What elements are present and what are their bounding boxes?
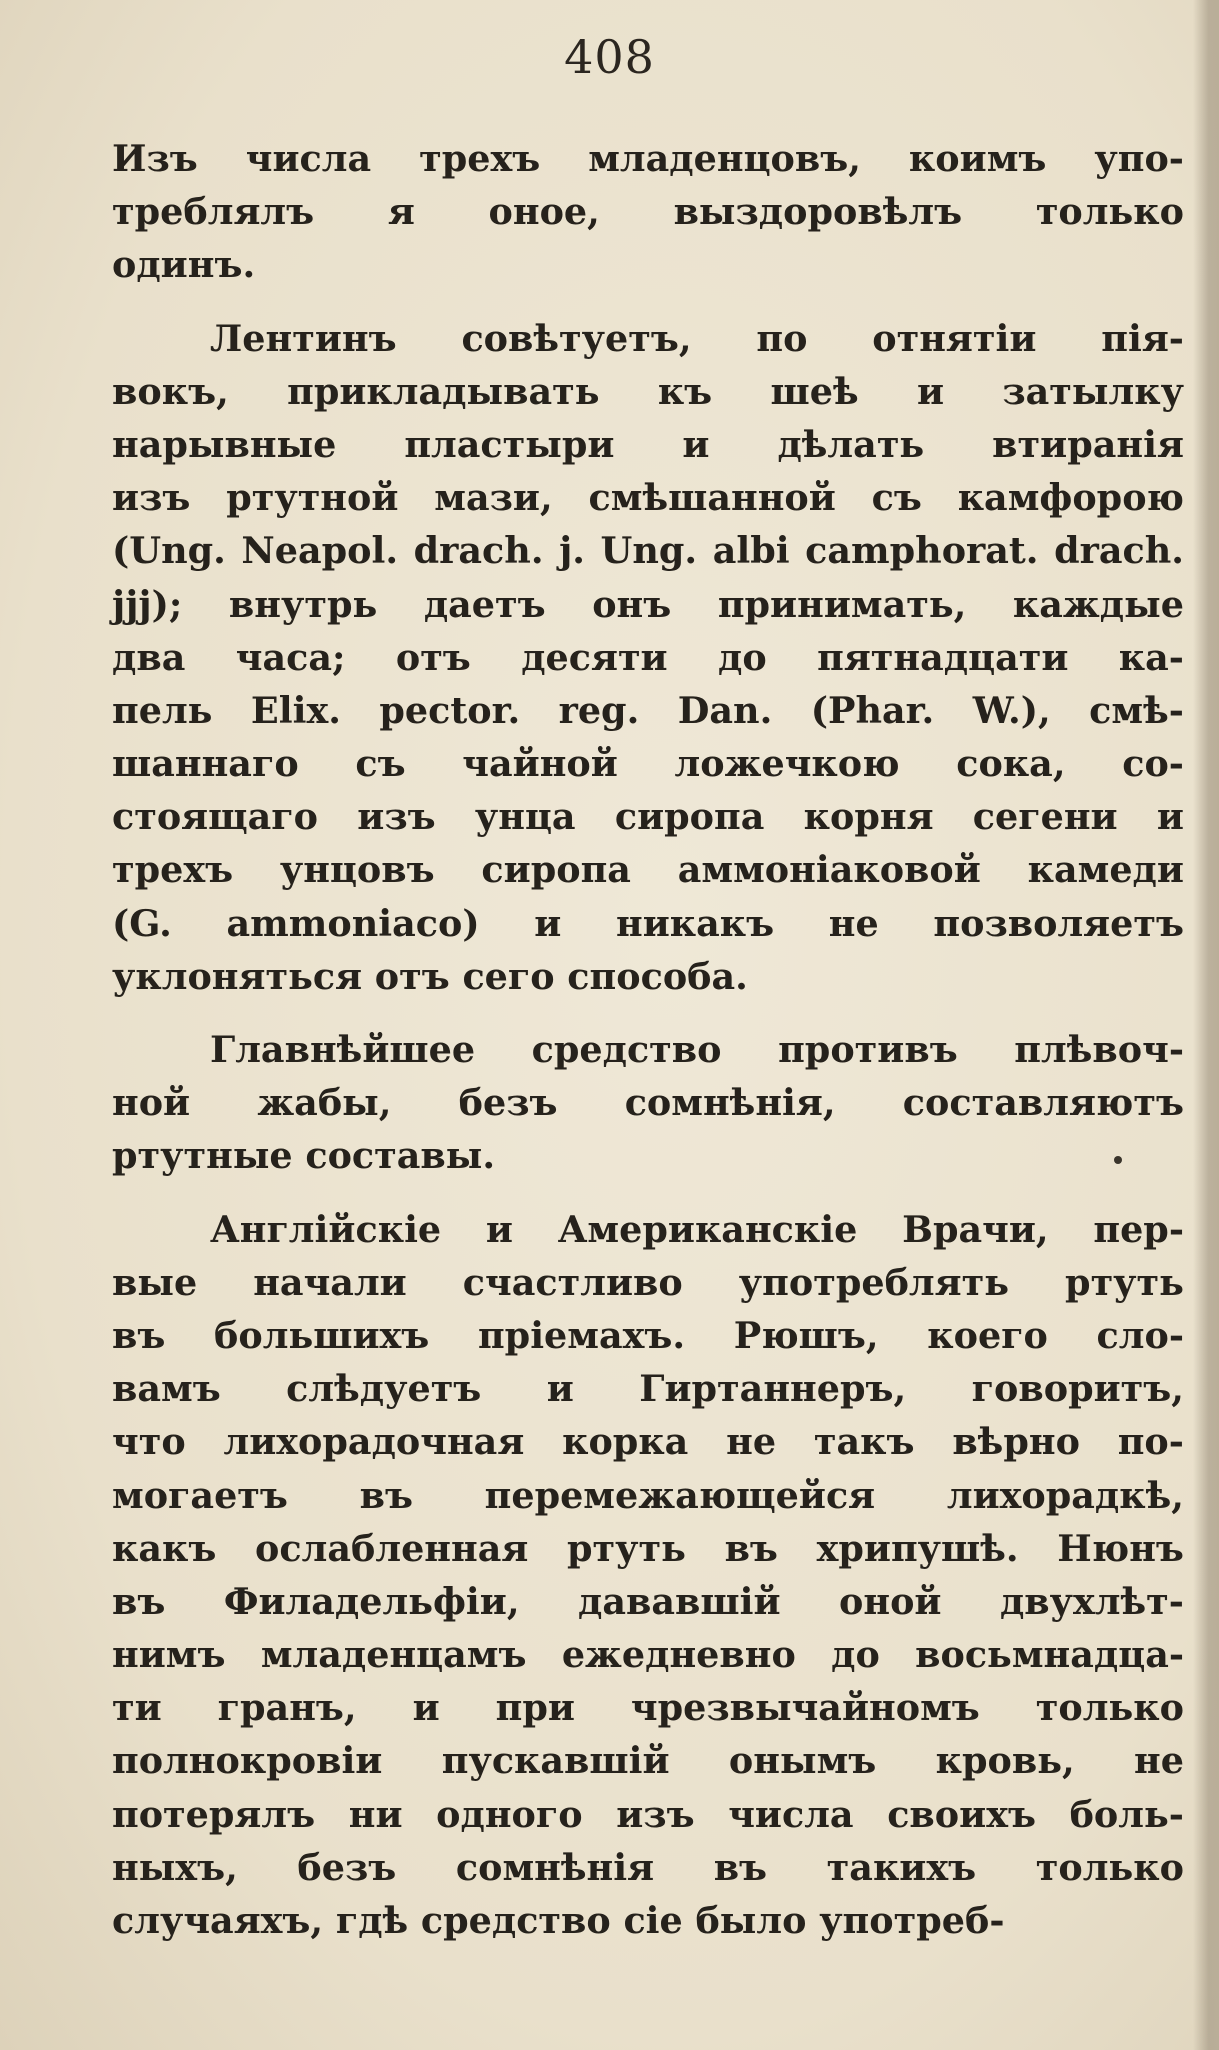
word: хрипушѣ. — [816, 1526, 1019, 1570]
word: десяти — [521, 635, 668, 679]
word: ложечкою — [674, 742, 900, 786]
word: позволяетъ — [933, 901, 1184, 945]
word: и — [682, 422, 710, 466]
word: Лентинъ — [210, 316, 397, 360]
word: въ — [359, 1473, 413, 1517]
word: безъ — [297, 1845, 397, 1889]
word: сомнѣнія, — [624, 1081, 836, 1125]
word: (G. — [112, 901, 172, 945]
word: своихъ — [887, 1792, 1036, 1836]
text-line — [112, 843, 1184, 896]
paragraph — [112, 132, 1184, 292]
word: и — [1156, 795, 1184, 839]
word: слѣдуетъ — [286, 1367, 482, 1411]
text-line — [112, 631, 1184, 684]
word: младенцовъ, — [588, 137, 861, 180]
word: счастливо — [462, 1260, 683, 1304]
text-line — [112, 1734, 1184, 1787]
word: при — [495, 1686, 575, 1730]
word: восьмнадца- — [915, 1633, 1184, 1677]
word: втиранія — [992, 422, 1184, 466]
word: и — [412, 1686, 440, 1730]
text-line: уклоняться отъ сего способа. — [112, 954, 748, 998]
word: пятнадцати — [817, 635, 1069, 679]
text-line — [112, 1256, 1184, 1309]
text-line — [112, 471, 1184, 524]
word: одного — [436, 1792, 583, 1836]
word: нимъ — [112, 1633, 226, 1677]
word: пер- — [1093, 1207, 1184, 1251]
text-line — [112, 1788, 1184, 1841]
text-line — [112, 737, 1184, 790]
word: ной — [112, 1081, 191, 1125]
word: корня — [803, 795, 934, 839]
word: j. — [559, 529, 585, 573]
word: коего — [927, 1313, 1048, 1357]
word: до — [718, 635, 767, 679]
word: pector. — [379, 688, 521, 732]
paragraph-gap — [112, 1003, 1184, 1023]
word: безъ — [458, 1081, 558, 1125]
word: лихорадочная — [223, 1420, 525, 1464]
word: чайной — [462, 742, 618, 786]
word: къ — [657, 369, 713, 413]
word: составляютъ — [902, 1081, 1184, 1125]
word: изъ — [357, 795, 436, 839]
word: каждые — [1012, 582, 1184, 626]
word: какъ — [112, 1526, 217, 1570]
text-line — [112, 578, 1184, 631]
text-line — [112, 1575, 1184, 1628]
word: говоритъ, — [971, 1367, 1184, 1411]
word: ослабленная — [255, 1526, 529, 1570]
word: треблялъ — [112, 190, 315, 234]
word: сомнѣнія — [455, 1845, 655, 1889]
word: сиропа — [481, 848, 631, 892]
text-line — [112, 418, 1184, 471]
text-line — [112, 1309, 1184, 1362]
word: совѣтуетъ, — [461, 316, 692, 360]
word: отъ — [395, 635, 471, 679]
word: Нюнъ — [1057, 1526, 1184, 1570]
word: W.), — [972, 688, 1051, 732]
text-line — [112, 897, 1184, 950]
word: кровь, — [935, 1739, 1075, 1783]
word: Филадельфіи, — [223, 1579, 520, 1623]
word: такихъ — [826, 1845, 977, 1889]
text-line — [112, 684, 1184, 737]
word: шеѣ — [770, 369, 859, 413]
word: Рюшъ, — [733, 1313, 879, 1357]
word: Dan. — [677, 688, 773, 732]
word: такъ — [813, 1420, 915, 1464]
word: внутрь — [228, 582, 378, 626]
word: въ — [112, 1579, 166, 1623]
word: потерялъ — [112, 1792, 316, 1836]
text-line — [112, 1522, 1184, 1575]
word: противъ — [778, 1028, 958, 1071]
word: по — [756, 316, 808, 360]
word: сегени — [972, 795, 1118, 839]
word: я — [387, 190, 415, 234]
ink-speck — [1114, 1156, 1122, 1164]
word: со- — [1122, 742, 1184, 786]
word: упо- — [1094, 137, 1184, 180]
word: смѣ- — [1089, 688, 1184, 732]
word: большихъ — [214, 1313, 430, 1357]
word: въ — [112, 1313, 166, 1357]
word: сока, — [956, 742, 1066, 786]
word: отнятіи — [872, 316, 1037, 360]
word: принимать, — [717, 582, 967, 626]
word: Neapol. — [241, 529, 399, 573]
word: drach. — [413, 529, 544, 573]
word: ртуть — [1065, 1260, 1184, 1304]
word: коимъ — [908, 137, 1047, 180]
word: могаетъ — [112, 1473, 288, 1517]
word: аммоніаковой — [677, 848, 981, 892]
word: шаннаго — [112, 742, 299, 786]
word: онъ — [592, 582, 672, 626]
word: въ — [724, 1526, 778, 1570]
word: только — [1035, 1845, 1184, 1889]
word: унцовъ — [279, 848, 435, 892]
paragraph-gap — [112, 1183, 1184, 1203]
word: ртутной — [226, 476, 399, 520]
word: перемежающейся — [484, 1473, 876, 1517]
word: трехъ — [419, 137, 541, 180]
word: пластыри — [404, 422, 615, 466]
word: пускавшій — [441, 1739, 670, 1783]
word: числа — [728, 1792, 854, 1836]
word: полнокровіи — [112, 1739, 383, 1783]
word: пія- — [1101, 316, 1184, 360]
word: вокъ, — [112, 369, 229, 413]
word: унца — [474, 795, 576, 839]
word: сиропа — [614, 795, 765, 839]
word: и — [916, 369, 945, 413]
word: выздоровѣлъ — [673, 190, 963, 234]
word: по- — [1117, 1420, 1184, 1464]
word: что — [112, 1420, 186, 1464]
word: Англійскіе — [210, 1207, 442, 1251]
word: вые — [112, 1260, 198, 1304]
word: не — [1134, 1739, 1184, 1783]
word: (Phar. — [810, 688, 935, 732]
word: пріемахъ. — [477, 1313, 686, 1357]
word: мази, — [434, 476, 553, 520]
word: не — [726, 1420, 777, 1464]
text-line — [112, 1203, 1184, 1256]
word: и — [485, 1207, 513, 1251]
word: вамъ — [112, 1367, 221, 1411]
word: ни — [348, 1792, 403, 1836]
text-line — [112, 185, 1184, 238]
word: только — [1035, 190, 1184, 234]
text-line — [112, 132, 1184, 185]
page-gutter-shadow — [1193, 0, 1219, 2050]
word: лихорадкѣ, — [946, 1473, 1184, 1517]
word: два — [112, 635, 186, 679]
word: ныхъ, — [112, 1845, 238, 1889]
word: средство — [531, 1028, 722, 1071]
word: нарывные — [112, 422, 337, 466]
word: плѣвоч- — [1014, 1028, 1184, 1071]
word: жабы, — [257, 1081, 392, 1125]
text-line — [112, 524, 1184, 577]
word: ammoniaco) — [226, 901, 480, 945]
word: корка — [562, 1420, 689, 1464]
word: младенцамъ — [260, 1633, 527, 1677]
word: reg. — [558, 688, 640, 732]
word: трехъ — [112, 848, 234, 892]
paragraph — [112, 312, 1184, 1003]
word: ежедневно — [561, 1633, 796, 1677]
word: боль- — [1069, 1792, 1184, 1836]
word: дававшій — [578, 1579, 781, 1623]
word: Гиртаннеръ, — [639, 1367, 907, 1411]
word: Изъ — [112, 137, 198, 180]
paragraph-gap — [112, 292, 1184, 312]
word: изъ — [112, 476, 191, 520]
word: камеди — [1027, 848, 1184, 892]
word: Ung. — [600, 529, 698, 573]
word: (Ung. — [112, 529, 226, 573]
word: только — [1035, 1686, 1184, 1730]
text-line — [112, 1841, 1184, 1894]
text-line: ртутные составы. — [112, 1134, 496, 1178]
word: чрезвычайномъ — [630, 1686, 980, 1730]
word: смѣшанной — [588, 476, 836, 520]
paragraph — [112, 1023, 1184, 1183]
text-line — [112, 1415, 1184, 1468]
word: употреблять — [738, 1260, 1010, 1304]
word: albi — [712, 529, 790, 573]
text-line: случаяхъ, гдѣ средство сіе было употреб- — [112, 1899, 1005, 1942]
word: въ — [713, 1845, 768, 1889]
text-line — [112, 1469, 1184, 1522]
word: jjj); — [112, 582, 183, 626]
word: сло- — [1096, 1313, 1184, 1357]
word: съ — [871, 476, 922, 520]
word: и — [534, 901, 562, 945]
word: начали — [253, 1260, 407, 1304]
text-line — [112, 312, 1184, 365]
word: Elix. — [250, 688, 341, 732]
word: drach. — [1054, 529, 1184, 573]
text-line — [112, 1362, 1184, 1415]
word: camphorat. — [805, 529, 1039, 573]
word: дѣлать — [777, 422, 925, 466]
text-line — [112, 1023, 1184, 1076]
word: Врачи, — [902, 1207, 1049, 1251]
text-line — [112, 1628, 1184, 1681]
text-line — [112, 365, 1184, 418]
word: Главнѣйшее — [210, 1028, 476, 1071]
text-line: одинъ. — [112, 243, 256, 287]
word: онымъ — [728, 1739, 877, 1783]
word: никакъ — [616, 901, 775, 945]
word: до — [831, 1633, 880, 1677]
word: числа — [245, 137, 372, 180]
word: часа; — [235, 635, 346, 679]
word: прикладывать — [287, 369, 600, 413]
text-line — [112, 1076, 1184, 1129]
text-line — [112, 1681, 1184, 1734]
word: стоящаго — [112, 795, 319, 839]
word: двухлѣт- — [999, 1579, 1184, 1623]
word: ти — [112, 1686, 162, 1730]
word: ка- — [1118, 635, 1184, 679]
page-number: 408 — [564, 30, 655, 84]
word: пель — [112, 688, 213, 732]
word: камфорою — [957, 476, 1184, 520]
word: гранъ, — [217, 1686, 357, 1730]
word: оной — [839, 1579, 942, 1623]
word: изъ — [616, 1792, 695, 1836]
word: съ — [355, 742, 406, 786]
word: даетъ — [423, 582, 546, 626]
text-line — [112, 790, 1184, 843]
word: вѣрно — [952, 1420, 1080, 1464]
paragraph — [112, 1203, 1184, 1948]
body-text — [112, 132, 1184, 1947]
word: Американскіе — [557, 1207, 858, 1251]
word: не — [828, 901, 879, 945]
word: и — [546, 1367, 574, 1411]
word: оное, — [488, 190, 600, 234]
word: ртуть — [567, 1526, 686, 1570]
word: затылку — [1002, 369, 1184, 413]
